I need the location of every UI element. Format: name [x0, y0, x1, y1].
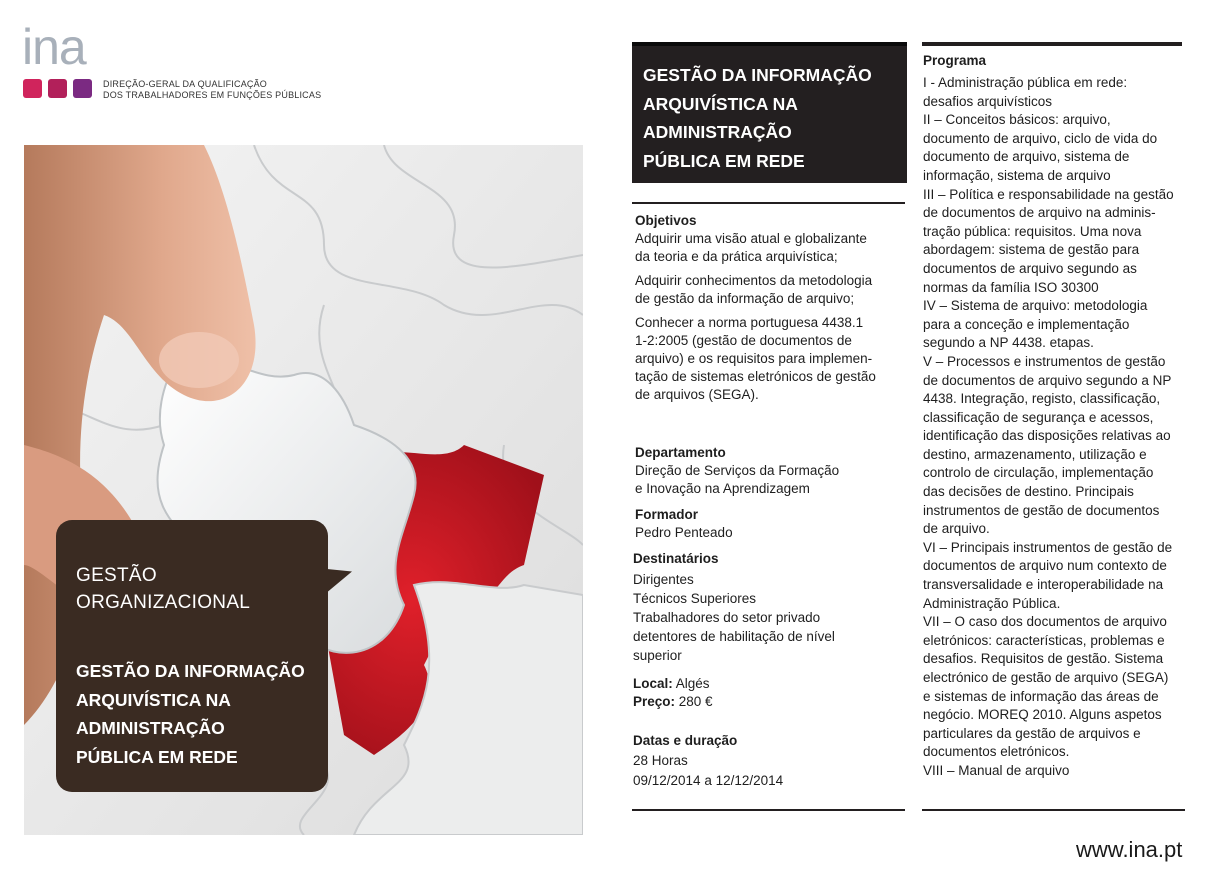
objetivo-line: tação de sistemas eletrónicos de gestão	[635, 369, 876, 384]
programa-line: electrónico de gestão de arquivo (SEGA)	[923, 670, 1169, 685]
programa-line: I - Administração pública em rede:	[923, 75, 1128, 90]
logo-org-line-1: DIREÇÃO-GERAL DA QUALIFICAÇÃO	[103, 79, 267, 89]
local-label: Local:	[633, 676, 673, 691]
programa-line: informação, sistema de arquivo	[923, 167, 1111, 183]
programa-line: documentos de arquivo num contexto de	[923, 558, 1167, 574]
destinatario-line: Dirigentes	[633, 572, 694, 587]
ina-logo-wordmark: ina	[22, 19, 86, 75]
programa-section	[923, 52, 1203, 781]
speech-box-title	[76, 657, 305, 771]
divider-right-bottom	[922, 809, 1185, 811]
objetivo-line: de gestão da informação de arquivo;	[635, 291, 855, 306]
destinatario-line: Trabalhadores do setor privado	[633, 610, 821, 625]
destinatario-line: Técnicos Superiores	[633, 591, 757, 606]
speech-title-line: PÚBLICA EM REDE	[76, 746, 238, 767]
local-preco-section	[633, 675, 903, 711]
logo-org-line-2: DOS TRABALHADORES EM FUNÇÕES PÚBLICAS	[103, 90, 322, 100]
objetivo-line: de arquivos (SEGA).	[635, 387, 759, 402]
programa-line: 4438. Integração, registo, classificação,	[923, 391, 1161, 407]
programa-line: para a conceção e implementação	[923, 316, 1130, 332]
destinatarios-label: Destinatários	[633, 551, 719, 566]
logo-square-2	[48, 79, 67, 98]
preco-row	[633, 693, 903, 711]
formador-label: Formador	[635, 507, 699, 522]
programa-line: particulares da gestão de arquivos e	[923, 725, 1141, 741]
divider-mid-top	[632, 202, 905, 204]
objetivo-line: arquivo) e os requisitos para implemen-	[635, 351, 873, 366]
datas-dates: 09/12/2014 a 12/12/2014	[633, 773, 784, 788]
datas-section	[633, 732, 903, 791]
course-title-line: PÚBLICA EM REDE	[643, 150, 805, 171]
programa-label: Programa	[923, 53, 987, 68]
objetivos-label: Objetivos	[635, 213, 697, 228]
website-url[interactable]: www.ina.pt	[1076, 837, 1183, 862]
programa-line: das decisões de destino. Principais	[923, 484, 1134, 500]
local-value: Algés	[672, 676, 710, 691]
programa-lines	[923, 74, 1203, 781]
course-title-box	[632, 42, 907, 183]
logo-square-1	[23, 79, 42, 98]
datas-hours: 28 Horas	[633, 753, 688, 768]
objetivo-line: Conhecer a norma portuguesa 4438.1	[635, 315, 864, 330]
local-row	[633, 675, 903, 693]
programa-line: segundo a NP 4438. etapas.	[923, 335, 1094, 351]
objetivo-line: Adquirir conhecimentos da metodologia	[635, 273, 873, 288]
category-line: GESTÃO	[76, 565, 157, 586]
logo-square-3	[73, 79, 92, 98]
programa-line: V – Processos e instrumentos de gestão	[923, 353, 1166, 369]
course-title	[643, 61, 872, 175]
programa-line: de arquivo.	[923, 521, 990, 537]
programa-line: tração pública: requisitos. Uma nova	[923, 223, 1142, 239]
divider-mid-bottom	[632, 809, 905, 811]
programa-line: II – Conceitos básicos: arquivo,	[923, 112, 1111, 128]
destinatario-line: superior	[633, 648, 682, 663]
objetivo-paragraph	[635, 272, 905, 308]
programa-line: classificação de segurança e acessos,	[923, 409, 1154, 425]
objetivo-line: da teoria e da prática arquivística;	[635, 249, 838, 264]
programa-line: desafios arquivísticos	[923, 93, 1053, 109]
programa-line: normas da família ISO 30300	[923, 279, 1099, 295]
preco-label: Preço:	[633, 694, 676, 709]
programa-line: documento de arquivo, sistema de	[923, 149, 1130, 165]
programa-line: e sistemas de informação das áreas de	[923, 688, 1159, 704]
departamento-section	[635, 444, 905, 498]
logo-organization-name	[103, 79, 321, 101]
objetivo-paragraph	[635, 314, 905, 404]
programa-line: Administração Pública.	[923, 595, 1061, 611]
programa-line: transversalidade e interoperabilidade na	[923, 577, 1164, 593]
objetivo-paragraph	[635, 230, 905, 266]
programa-line: destino, armazenamento, utilização e	[923, 446, 1147, 462]
programa-line: documento de arquivo, ciclo de vida do	[923, 130, 1158, 146]
formador-name: Pedro Penteado	[635, 525, 733, 540]
objetivo-line: 1-2:2005 (gestão de documentos de	[635, 333, 852, 348]
divider-right-top	[922, 42, 1182, 46]
programa-line: III – Política e responsabilidade na gestão	[923, 186, 1174, 202]
departamento-label: Departamento	[635, 445, 726, 460]
destinatario-line: detentores de habilitação de nível	[633, 629, 835, 644]
speech-title-line: ARQUIVÍSTICA NA	[76, 689, 231, 710]
speech-title-line: ADMINISTRAÇÃO	[76, 718, 225, 738]
preco-value: 280 €	[675, 694, 713, 709]
objetivo-line: Adquirir uma visão atual e globalizante	[635, 231, 867, 246]
departamento-line: e Inovação na Aprendizagem	[635, 481, 810, 496]
course-title-line: GESTÃO DA INFORMAÇÃO	[643, 65, 872, 85]
departamento-line: Direção de Serviços da Formação	[635, 463, 840, 478]
objetivos-section	[635, 212, 905, 404]
programa-line: documentos de arquivo segundo as	[923, 260, 1137, 276]
programa-line: de documentos de arquivo segundo a NP	[923, 372, 1172, 388]
course-category	[76, 562, 250, 616]
programa-line: documentos eletrónicos.	[923, 744, 1070, 760]
course-title-line: ARQUIVÍSTICA NA	[643, 93, 798, 114]
destinatarios-section	[633, 550, 903, 665]
programa-line: identificação das disposições relativas ao	[923, 428, 1171, 444]
programa-line: negócio. MOREQ 2010. Alguns aspetos	[923, 707, 1162, 723]
programa-line: desafios. Requisitos de gestão. Sistema	[923, 651, 1164, 667]
programa-line: IV – Sistema de arquivo: metodologia	[923, 298, 1148, 314]
course-speech-box	[56, 520, 328, 792]
programa-line: VII – O caso dos documentos de arquivo	[923, 614, 1167, 630]
programa-line: abordagem: sistema de gestão para	[923, 242, 1140, 258]
programa-line: controlo de circulação, implementação	[923, 465, 1154, 481]
course-title-line: ADMINISTRAÇÃO	[643, 122, 792, 142]
datas-label: Datas e duração	[633, 733, 738, 748]
programa-line: instrumentos de gestão de documentos	[923, 502, 1160, 518]
programa-line: eletrónicos: características, problemas e	[923, 632, 1165, 648]
programa-line: VI – Principais instrumentos de gestão de	[923, 539, 1173, 555]
programa-line: VIII – Manual de arquivo	[923, 762, 1070, 778]
programa-line: de documentos de arquivo na adminis-	[923, 205, 1156, 221]
speech-title-line: GESTÃO DA INFORMAÇÃO	[76, 661, 305, 681]
category-line: ORGANIZACIONAL	[76, 592, 251, 613]
formador-section	[635, 506, 905, 542]
